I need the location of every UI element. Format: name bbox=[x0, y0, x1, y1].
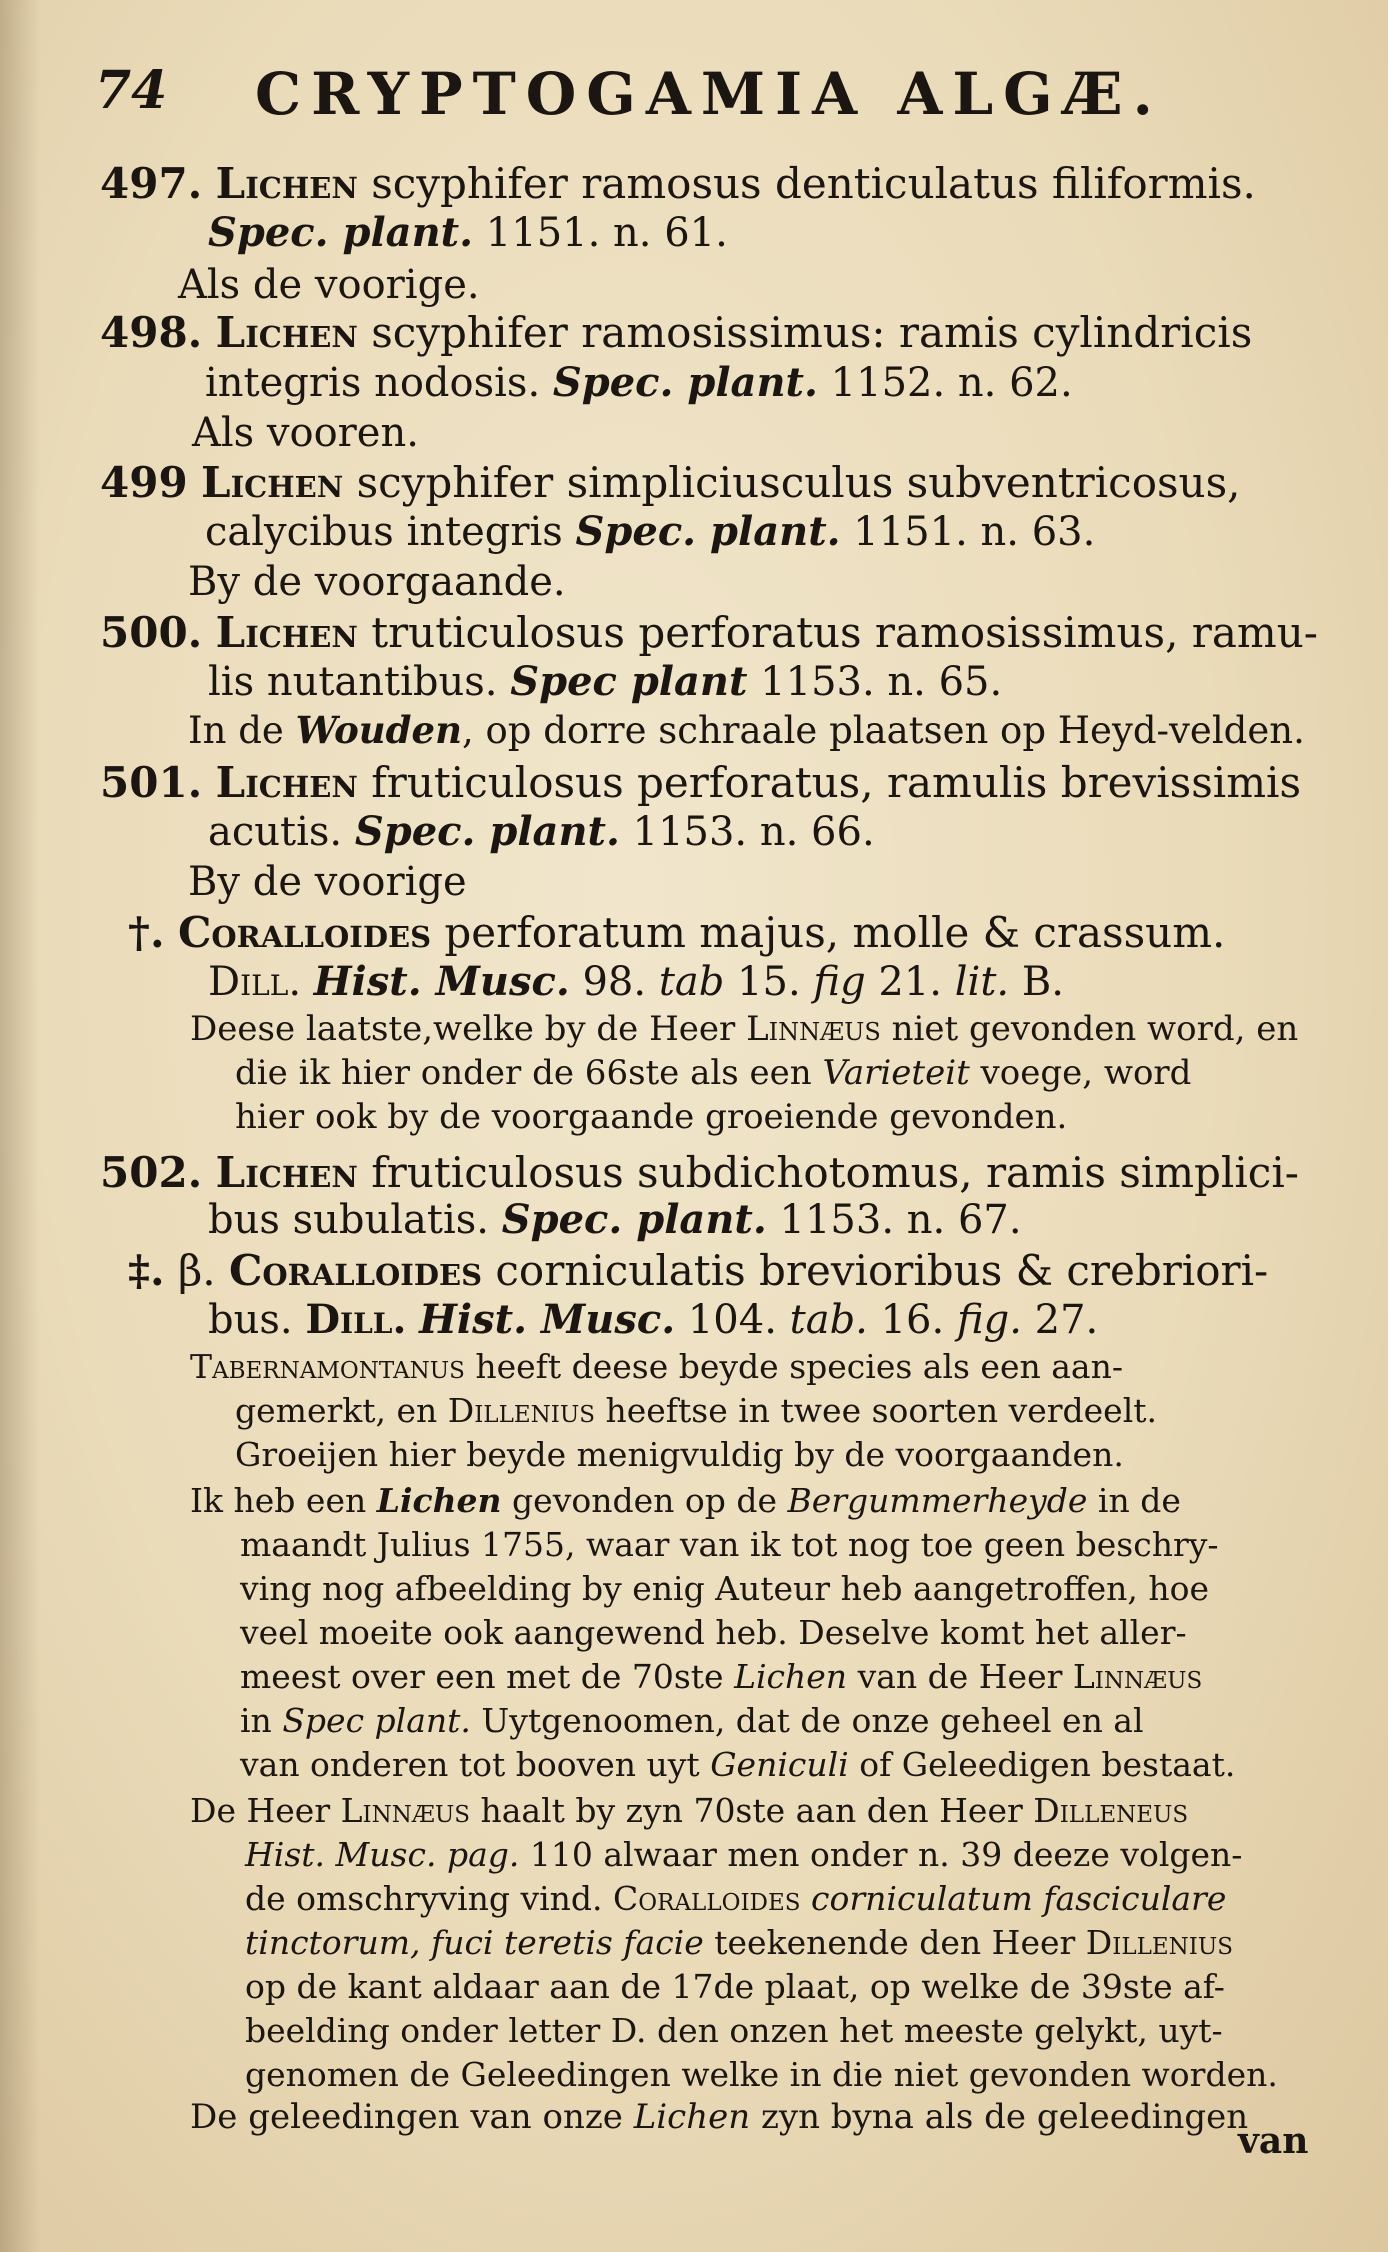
text-run: beelding onder letter D. den onzen het meeste gelykt, uyt- bbox=[245, 2011, 1223, 2050]
text-run: 27. bbox=[1021, 1297, 1099, 1343]
line bbox=[245, 1835, 1243, 1874]
text-run: of Geleedigen bestaat. bbox=[848, 1745, 1236, 1784]
text-run: By de voorgaande. bbox=[188, 559, 566, 605]
text-run: gevonden op de bbox=[501, 1481, 788, 1520]
line bbox=[240, 1745, 1236, 1784]
line bbox=[188, 708, 1305, 752]
text-run: 497. bbox=[100, 159, 203, 208]
line bbox=[100, 758, 1302, 807]
text-run: op de kant aldaar aan de 17de plaat, op welke de 39ste af- bbox=[245, 1967, 1225, 2006]
text-run: Linnæus bbox=[340, 1791, 471, 1830]
text-run: heeftse in twee soorten verdeelt. bbox=[595, 1391, 1157, 1430]
text-run: Uytgenoomen, dat de onze geheel en al bbox=[470, 1701, 1144, 1740]
text-run: Ik heb een bbox=[190, 1481, 377, 1520]
text-run: de omschryving vind. bbox=[245, 1879, 614, 1918]
line bbox=[240, 1701, 1144, 1740]
line bbox=[190, 1009, 1299, 1049]
text-run: 499 bbox=[100, 458, 188, 507]
text-run: β. bbox=[164, 1246, 229, 1295]
line bbox=[208, 658, 1003, 705]
text-run: teekenende den Heer bbox=[703, 1923, 1086, 1962]
text-run: meest over een met de 70ste bbox=[240, 1657, 735, 1696]
line bbox=[208, 209, 728, 256]
text-run: Spec. plant. bbox=[208, 209, 474, 256]
text-run: Lichen bbox=[215, 308, 358, 357]
text-run bbox=[202, 1148, 215, 1197]
line bbox=[208, 808, 875, 855]
line bbox=[235, 1097, 1068, 1137]
text-run bbox=[301, 959, 314, 1005]
text-run: Dill. bbox=[305, 1296, 407, 1343]
text-run: genomen de Geleedingen welke in die niet gevonden worden. bbox=[245, 2055, 1278, 2094]
text-run: niet gevonden word, en bbox=[880, 1009, 1299, 1049]
text-run: Lichen bbox=[215, 608, 358, 657]
text-run bbox=[801, 1879, 812, 1918]
text-run: gemerkt, en bbox=[235, 1391, 448, 1430]
text-run bbox=[202, 608, 215, 657]
text-run: Spec plant bbox=[510, 658, 748, 705]
text-run: scyphifer ramosus denticulatus filiformis. bbox=[357, 159, 1256, 208]
text-run bbox=[188, 458, 201, 507]
page-header bbox=[0, 60, 1388, 130]
text-run: fig. bbox=[956, 1297, 1022, 1343]
text-run: Geniculi bbox=[710, 1745, 849, 1784]
line bbox=[245, 1879, 1227, 1918]
text-run: hier ook by de voorgaande groeiende gevonden. bbox=[235, 1097, 1068, 1137]
text-run: corniculatis brevioribus & crebriori- bbox=[482, 1246, 1269, 1295]
text-run: Dillenius bbox=[447, 1391, 595, 1430]
text-run: 98. bbox=[569, 959, 659, 1005]
text-run bbox=[202, 758, 215, 807]
text-run: Lichen bbox=[215, 159, 358, 208]
text-run: 498. bbox=[100, 308, 203, 357]
text-run: B. bbox=[1009, 959, 1064, 1005]
line bbox=[100, 1148, 1299, 1197]
text-run: 1151. n. 61. bbox=[473, 210, 728, 256]
text-run: 1153. n. 67. bbox=[766, 1197, 1022, 1243]
line bbox=[240, 1525, 1219, 1564]
page-number: 74 bbox=[95, 60, 168, 121]
line bbox=[240, 1657, 1203, 1696]
text-run: voege, word bbox=[969, 1053, 1192, 1093]
text-run: fruticulosus perforatus, ramulis brevissimis bbox=[357, 758, 1302, 807]
line bbox=[100, 608, 1318, 657]
text-run: veel moeite ook aangewend heb. Deselve komt het aller- bbox=[240, 1613, 1187, 1652]
text-run: ‡. bbox=[128, 1246, 165, 1295]
text-run: tinctorum, fuci teretis facie bbox=[245, 1923, 704, 1962]
line bbox=[235, 1053, 1192, 1093]
text-run: Spec plant. bbox=[282, 1701, 471, 1740]
line bbox=[205, 508, 1096, 555]
text-run bbox=[165, 908, 178, 957]
text-run: †. bbox=[128, 908, 165, 957]
text-run: Dillenius bbox=[1085, 1923, 1234, 1962]
text-run: Spec. plant. bbox=[501, 1196, 767, 1243]
text-run: Als vooren. bbox=[192, 410, 419, 456]
line bbox=[240, 1569, 1209, 1608]
text-run: Spec. plant. bbox=[575, 508, 841, 555]
text-run: heeft deese beyde species als een aan- bbox=[464, 1347, 1123, 1386]
line bbox=[205, 359, 1073, 406]
text-run bbox=[202, 159, 215, 208]
text-run: Linnæus bbox=[1072, 1657, 1203, 1696]
text-run: van de Heer bbox=[847, 1657, 1073, 1696]
text-run: truticulosus perforatus ramosissimus, ramu- bbox=[357, 608, 1318, 657]
line bbox=[188, 859, 467, 905]
text-run: scyphifer ramosissimus: ramis cylindricis bbox=[357, 308, 1253, 357]
text-run: De Heer bbox=[190, 1791, 341, 1830]
text-run: 16. bbox=[867, 1297, 957, 1343]
text-run: Dilleneus bbox=[1033, 1791, 1189, 1830]
text-run: integris nodosis. bbox=[205, 360, 553, 406]
text-run: Hist. Musc. pag. bbox=[245, 1835, 520, 1874]
line bbox=[100, 308, 1253, 357]
text-run: calycibus integris bbox=[205, 509, 576, 555]
text-run: 501. bbox=[100, 758, 203, 807]
text-run: Lichen bbox=[201, 458, 344, 507]
text-run: in bbox=[240, 1701, 283, 1740]
text-run: De geleedingen van onze bbox=[190, 2097, 634, 2137]
line bbox=[190, 1347, 1123, 1386]
text-run: 1153. n. 65. bbox=[747, 659, 1003, 705]
line bbox=[188, 559, 566, 605]
text-run: Coralloides bbox=[177, 908, 432, 957]
line bbox=[192, 410, 419, 456]
text-run: bus. bbox=[208, 1297, 306, 1343]
text-run: fruticulosus subdichotomus, ramis simplici- bbox=[357, 1148, 1299, 1197]
line bbox=[128, 1246, 1269, 1295]
text-run: 1153. n. 66. bbox=[619, 809, 875, 855]
text-run: Lichen bbox=[215, 1148, 358, 1197]
line bbox=[245, 2055, 1278, 2094]
text-run: Coralloides bbox=[613, 1879, 801, 1918]
text-run: 110 alwaar men onder n. 39 deeze volgen- bbox=[519, 1835, 1243, 1874]
text-run: Lichen bbox=[734, 1657, 848, 1696]
line bbox=[245, 2011, 1223, 2050]
text-run: 500. bbox=[100, 608, 203, 657]
text-run: corniculatum fasciculare bbox=[811, 1879, 1227, 1918]
text-run: Tabernamontanus bbox=[190, 1347, 465, 1386]
line bbox=[245, 1967, 1225, 2006]
running-title: CRYPTOGAMIA ALGÆ. bbox=[255, 60, 1163, 128]
text-run: By de voorige bbox=[188, 859, 467, 905]
text-run bbox=[202, 308, 215, 357]
line bbox=[100, 159, 1256, 208]
text-run: tab bbox=[658, 959, 725, 1005]
text-run: Hist. Musc. bbox=[419, 1296, 676, 1343]
text-run: zyn byna als de geleedingen bbox=[750, 2097, 1249, 2137]
line bbox=[208, 1296, 1099, 1343]
text-run: Lichen bbox=[215, 758, 358, 807]
text-run: maandt Julius 1755, waar van ik tot nog toe geen beschry- bbox=[240, 1525, 1219, 1564]
text-run: tab. bbox=[789, 1297, 868, 1343]
text-run: Linnæus bbox=[746, 1009, 881, 1049]
gutter-shadow bbox=[0, 0, 40, 2252]
text-run: 21. bbox=[865, 959, 955, 1005]
line bbox=[208, 1196, 1022, 1243]
line bbox=[100, 458, 1241, 507]
text-run: lit. bbox=[954, 959, 1010, 1005]
text-run: perforatum majus, molle & crassum. bbox=[431, 908, 1226, 957]
text-run: , op dorre schraale plaatsen op Heyd-velden. bbox=[462, 709, 1305, 752]
text-run: van onderen tot booven uyt bbox=[240, 1745, 711, 1784]
text-run: acutis. bbox=[208, 809, 355, 855]
line bbox=[235, 1391, 1157, 1430]
text-run: haalt by zyn 70ste aan den Heer bbox=[470, 1791, 1034, 1830]
text-run: Varieteit bbox=[822, 1053, 970, 1093]
text-run: Lichen bbox=[633, 2097, 751, 2137]
text-run bbox=[406, 1297, 419, 1343]
text-run: lis nutantibus. bbox=[208, 659, 511, 705]
line bbox=[190, 2097, 1249, 2137]
line bbox=[208, 958, 1064, 1005]
text-run: Wouden bbox=[295, 708, 462, 752]
line bbox=[240, 1613, 1187, 1652]
text-run: Lichen bbox=[376, 1481, 502, 1520]
text-run: Groeijen hier beyde menigvuldig by de voorgaanden. bbox=[235, 1435, 1124, 1474]
catchword: van bbox=[1238, 2120, 1309, 2162]
text-run: Spec. plant. bbox=[354, 808, 620, 855]
text-run: Hist. Musc. bbox=[313, 958, 570, 1005]
text-run: Als de voorige. bbox=[178, 262, 480, 308]
line bbox=[190, 1791, 1189, 1830]
text-run: 15. bbox=[724, 959, 814, 1005]
text-run: scyphifer simpliciusculus subventricosus, bbox=[343, 458, 1241, 507]
text-run: die ik hier onder de 66ste als een bbox=[235, 1053, 823, 1093]
text-run: Coralloides bbox=[228, 1246, 483, 1295]
text-run: fig bbox=[813, 959, 866, 1005]
line bbox=[178, 262, 480, 308]
text-run: bus subulatis. bbox=[208, 1197, 502, 1243]
text-run: ving nog afbeelding by enig Auteur heb aangetroffen, hoe bbox=[240, 1569, 1209, 1608]
text-run: In de bbox=[188, 709, 296, 752]
line bbox=[235, 1435, 1124, 1474]
text-run: Spec. plant. bbox=[552, 359, 818, 406]
text-run: 502. bbox=[100, 1148, 203, 1197]
text-run: 1152. n. 62. bbox=[817, 360, 1073, 406]
text-run: 104. bbox=[675, 1297, 790, 1343]
text-run: 1151. n. 63. bbox=[840, 509, 1096, 555]
text-run: in de bbox=[1087, 1481, 1181, 1520]
line bbox=[128, 908, 1226, 957]
line bbox=[245, 1923, 1234, 1962]
text-run: Bergummerheyde bbox=[787, 1481, 1088, 1520]
line bbox=[190, 1481, 1181, 1520]
text-run: Deese laatste,welke by de Heer bbox=[190, 1009, 747, 1049]
text-run: Dill. bbox=[208, 959, 302, 1005]
